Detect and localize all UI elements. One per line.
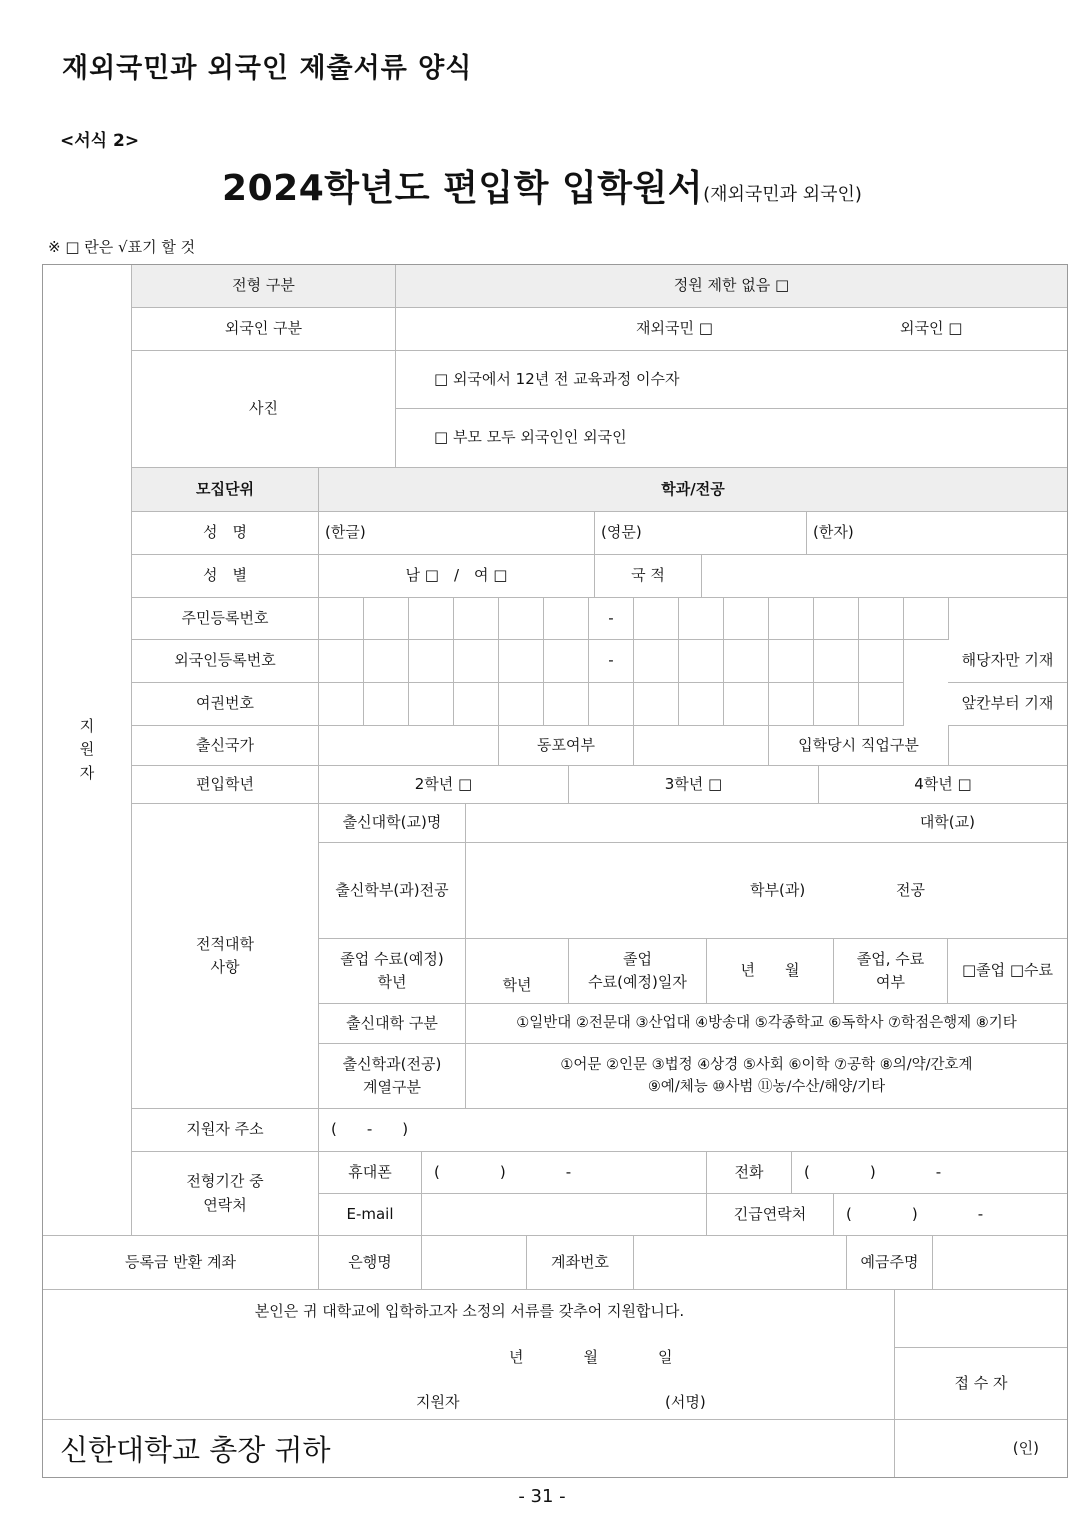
nationality-field[interactable] (702, 555, 1068, 598)
receiver-stamp-box (895, 1290, 1068, 1348)
checkbox-instruction: ※ □ 란은 √표기 할 것 (48, 238, 196, 256)
digit-box[interactable] (544, 598, 589, 640)
digit-box[interactable] (409, 598, 454, 640)
address-label: 지원자 주소 (132, 1109, 319, 1152)
digit-box[interactable] (769, 683, 814, 726)
transfer-grade-label: 편입학년 (132, 766, 319, 804)
digit-box[interactable] (544, 640, 589, 683)
gender-checkboxes[interactable]: 남 □ / 여 □ (319, 555, 595, 598)
graduation-grade-label: 졸업 수료(예정) 학년 (319, 939, 466, 1004)
graduation-status-label: 졸업, 수료 여부 (834, 939, 948, 1004)
digit-box[interactable] (454, 598, 499, 640)
field-category-options[interactable]: ①어문 ②인문 ③법정 ④상경 ⑤사회 ⑥이학 ⑦공학 ⑧의/약/간호계 ⑨예/체능 ⑩사범 ⑪농/수산/해양/기타 (466, 1044, 1068, 1109)
admission-type-value[interactable]: 정원 제한 없음 □ (396, 264, 1068, 308)
digit-box[interactable] (319, 683, 364, 726)
applicant-label: 지원자 (416, 1393, 460, 1411)
name-english-field[interactable]: (영문) (595, 512, 807, 555)
digit-box[interactable] (679, 683, 724, 726)
email-field[interactable] (422, 1194, 707, 1236)
digit-box[interactable] (724, 598, 769, 640)
name-label: 성 명 (132, 512, 319, 555)
recruitment-unit-label: 모집단위 (132, 468, 319, 512)
prior-school-label: 전적대학 사항 (132, 804, 319, 1109)
account-holder-field[interactable] (933, 1236, 1068, 1290)
foreigner-type-label: 외국인 구분 (132, 308, 396, 351)
foreigner-checkbox[interactable]: 외국인 □ (900, 319, 963, 338)
digit-box[interactable] (364, 683, 409, 726)
form-title (0, 160, 1084, 211)
origin-country-label: 출신국가 (132, 726, 319, 766)
passport-note: 앞칸부터 기재 (948, 683, 1068, 726)
university-name-field[interactable]: 대학(교) (466, 804, 1068, 843)
mobile-field[interactable]: ( ) - (422, 1152, 707, 1194)
overseas-korean-label: 동포여부 (499, 726, 634, 766)
mobile-label: 휴대폰 (319, 1152, 422, 1194)
foreign-registration-label: 외국인등록번호 (132, 640, 319, 683)
document-heading: 재외국민과 외국인 제출서류 양식 (62, 53, 473, 84)
university-name-label: 출신대학(교)명 (319, 804, 466, 843)
major-suffix: 전공 (896, 880, 925, 899)
digit-box[interactable] (814, 598, 859, 640)
signature-field[interactable]: (서명) (665, 1393, 706, 1411)
digit-box[interactable] (814, 683, 859, 726)
closing-address: 신한대학교 총장 귀하 (60, 1433, 331, 1467)
account-holder-label: 예금주명 (847, 1236, 933, 1290)
foreigner-type-options (396, 308, 1068, 351)
digit-box[interactable] (724, 640, 769, 683)
korean-abroad-checkbox[interactable]: 재외국민 □ (636, 319, 713, 338)
digit-box[interactable] (319, 640, 364, 683)
gender-label: 성 별 (132, 555, 319, 598)
emergency-contact-field[interactable]: ( ) - (834, 1194, 1068, 1236)
account-number-label: 계좌번호 (527, 1236, 634, 1290)
digit-separator: - (589, 640, 634, 683)
overseas-korean-field[interactable] (634, 726, 769, 766)
digit-box[interactable] (769, 598, 814, 640)
nationality-label: 국 적 (595, 555, 702, 598)
field-category-label: 출신학과(전공) 계열구분 (319, 1044, 466, 1109)
photo-area[interactable]: 사진 (132, 351, 396, 468)
applicant-side-label: 지 원 자 (42, 264, 132, 1236)
declaration-box (42, 1290, 895, 1420)
option-parents-foreign-checkbox[interactable]: □ 부모 모두 외국인인 외국인 (396, 409, 1068, 468)
email-label: E-mail (319, 1194, 422, 1236)
digit-box[interactable] (859, 640, 904, 683)
grade-3-checkbox[interactable]: 3학년 □ (569, 766, 819, 804)
digit-box[interactable] (409, 640, 454, 683)
digit-box[interactable] (589, 683, 634, 726)
digit-box[interactable] (454, 640, 499, 683)
seal-label: (인) (895, 1420, 1068, 1478)
digit-box[interactable] (499, 683, 544, 726)
job-category-label: 입학당시 직업구분 (769, 726, 949, 766)
digit-box[interactable] (724, 683, 769, 726)
account-number-field[interactable] (634, 1236, 847, 1290)
declaration-date[interactable]: 년 월 일 (509, 1348, 673, 1366)
receiver-label: 접 수 자 (895, 1348, 1068, 1420)
digit-box[interactable] (814, 640, 859, 683)
contact-label: 전형기간 중 연락처 (132, 1152, 319, 1236)
recruitment-unit-value[interactable]: 학과/전공 (319, 468, 1068, 512)
digit-box[interactable] (904, 598, 949, 640)
declaration-text: 본인은 귀 대학교에 입학하고자 소정의 서류를 갖추어 지원합니다. (254, 1302, 685, 1320)
form-number: <서식 2> (60, 131, 140, 151)
form-title-main: 2024학년도 편입학 입학원서 (222, 168, 704, 209)
digit-box[interactable] (634, 683, 679, 726)
digit-box[interactable] (859, 683, 904, 726)
grade-2-checkbox[interactable]: 2학년 □ (319, 766, 569, 804)
foreign-registration-note: 해당자만 기재 (948, 640, 1068, 683)
phone-field[interactable]: ( ) - (792, 1152, 1068, 1194)
option-12-years-checkbox[interactable]: □ 외국에서 12년 전 교육과정 이수자 (396, 351, 1068, 409)
digit-box[interactable] (319, 598, 364, 640)
graduation-status-checkboxes[interactable]: □졸업 □수료 (948, 939, 1068, 1004)
digit-box[interactable] (634, 640, 679, 683)
digit-box[interactable] (634, 598, 679, 640)
digit-box[interactable] (364, 598, 409, 640)
digit-box[interactable] (679, 598, 724, 640)
graduation-grade-field[interactable]: 학년 (466, 939, 569, 1004)
digit-box[interactable] (409, 683, 454, 726)
grade-4-checkbox[interactable]: 4학년 □ (819, 766, 1068, 804)
digit-separator: - (589, 598, 634, 640)
emergency-contact-label: 긴급연락처 (707, 1194, 834, 1236)
phone-label: 전화 (707, 1152, 792, 1194)
graduation-date-label: 졸업 수료(예정)일자 (569, 939, 707, 1004)
digit-box[interactable] (679, 640, 724, 683)
name-hanja-field[interactable]: (한자) (807, 512, 1068, 555)
refund-account-label: 등록금 반환 계좌 (42, 1236, 319, 1290)
department-suffix: 학부(과) (750, 880, 806, 899)
admission-type-label: 전형 구분 (132, 264, 396, 308)
digit-box[interactable] (544, 683, 589, 726)
digit-box[interactable] (859, 598, 904, 640)
department-field[interactable] (466, 843, 1068, 939)
digit-box[interactable] (499, 640, 544, 683)
passport-label: 여권번호 (132, 683, 319, 726)
digit-box[interactable] (364, 640, 409, 683)
address-field[interactable]: ( - ) (319, 1109, 1068, 1152)
school-type-options[interactable]: ①일반대 ②전문대 ③산업대 ④방송대 ⑤각종학교 ⑥독학사 ⑦학점은행제 ⑧기타 (466, 1004, 1068, 1044)
department-label: 출신학부(과)전공 (319, 843, 466, 939)
bank-name-field[interactable] (422, 1236, 527, 1290)
origin-country-field[interactable] (319, 726, 499, 766)
digit-box[interactable] (499, 598, 544, 640)
resident-number-label: 주민등록번호 (132, 598, 319, 640)
school-type-label: 출신대학 구분 (319, 1004, 466, 1044)
digit-box[interactable] (454, 683, 499, 726)
graduation-date-field[interactable]: 년 월 (707, 939, 834, 1004)
bank-name-label: 은행명 (319, 1236, 422, 1290)
form-title-sub: (재외국민과 외국인) (703, 184, 862, 205)
name-korean-field[interactable]: (한글) (319, 512, 595, 555)
page-number: - 31 - (518, 1486, 566, 1507)
digit-box[interactable] (769, 640, 814, 683)
job-category-field[interactable] (949, 726, 1068, 766)
